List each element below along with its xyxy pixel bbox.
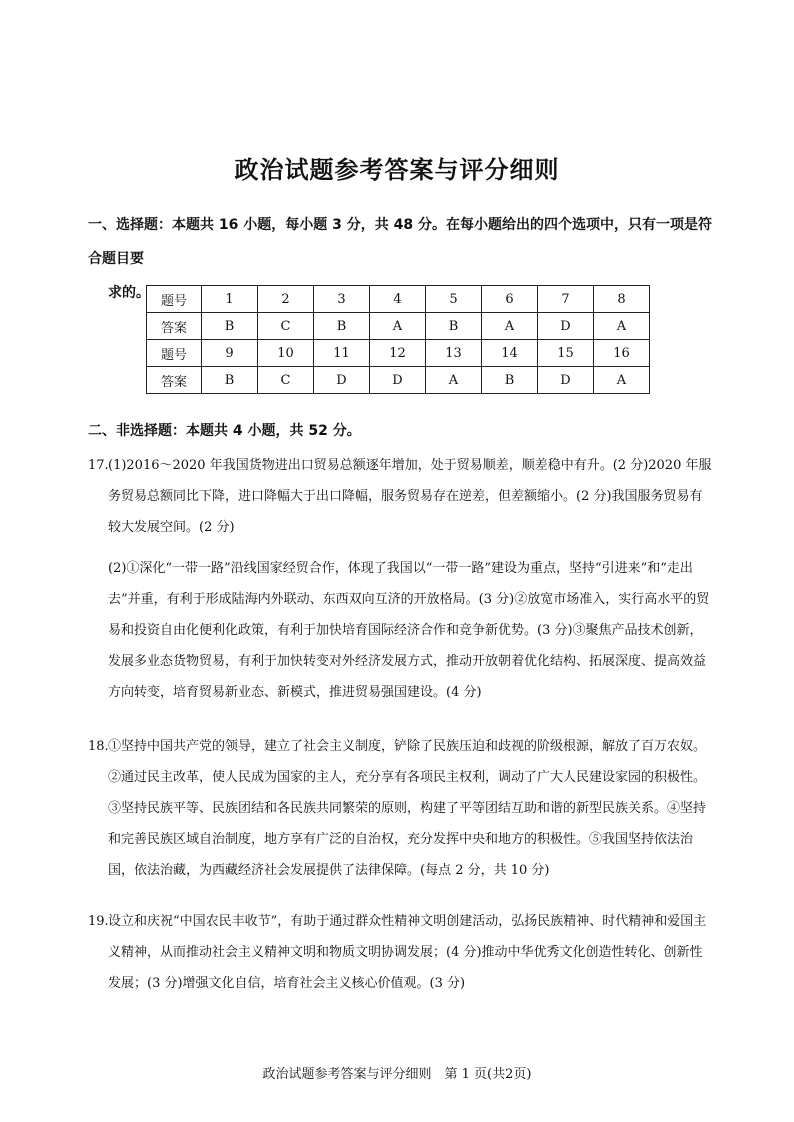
table-cell: 10	[258, 340, 314, 367]
table-cell: B	[202, 313, 258, 340]
question-19-text: 设立和庆祝“中国农民丰收节”，有助于通过群众性精神文明创建活动，弘扬民族精神、时代精神和爱国主义精神，从而推动社会主义精神文明和物质文明协调发展；(4 分)推动中华优秀文化创造性转化、创新性发展；(3 分)增强文化自信，培育社会主义核心价值观。(3 分)	[108, 914, 707, 991]
question-17-number: 17.	[88, 458, 109, 473]
table-cell: 1	[202, 286, 258, 313]
table-cell: 7	[538, 286, 594, 313]
table-cell: D	[370, 367, 426, 394]
section2-heading: 二、非选择题：本题共 4 小题，共 52 分。	[88, 423, 361, 439]
table-cell: A	[482, 313, 538, 340]
question-18-text: ①坚持中国共产党的领导，建立了社会主义制度，铲除了民族压迫和歧视的阶级根源，解放了百万农奴。②通过民主改革，使人民成为国家的主人，充分享有各项民主权利，调动了广大人民建设家园的积极性。③坚持民族平等、民族团结和各民族共同繁荣的原则，构建了平等团结互助和谐的新型民族关系。④坚持和完善民族区域自治制度，地方享有广泛的自治权，充分发挥中央和地方的积极性。⑤我国坚持依法治国，依法治藏，为西藏经济社会发展提供了法律保障。(每点 2 分，共 10 分)	[108, 739, 707, 878]
table-cell: A	[594, 313, 650, 340]
table-cell: D	[538, 367, 594, 394]
table-cell: 3	[314, 286, 370, 313]
table-cell: A	[426, 367, 482, 394]
table-cell: 11	[314, 340, 370, 367]
table-cell: 5	[426, 286, 482, 313]
table-cell: 15	[538, 340, 594, 367]
table-row	[147, 340, 650, 367]
question-18-number: 18.	[88, 739, 109, 754]
table-row-label: 题号	[147, 340, 202, 367]
question-17-part1: (1)2016～2020 年我国货物进出口贸易总额逐年增加，处于贸易顺差，顺差稳中有升。(2 分)2020 年服务贸易总额同比下降，进口降幅大于出口降幅，服务贸易存在逆差，但差额缩小。(2 分)我国服务贸易有较大发展空间。(2 分)	[108, 458, 712, 535]
table-cell: A	[594, 367, 650, 394]
table-cell: B	[482, 367, 538, 394]
section1-heading-text: 一、选择题：本题共 16 小题，每小题 3 分，共 48 分。在每小题给出的四个选项中，只有一项是符合题目要	[88, 217, 712, 267]
question-17-part2: (2)①深化“一带一路”沿线国家经贸合作，体现了我国以“一带一路”建设为重点，坚持“引进来”和“走出去”并重，有利于形成陆海内外联动、东西双向互济的开放格局。(3 分)②放宽市场准入，实行高水平的贸易和投资自由化便利化政策，有利于加快培育国际经济合作和竞争新优势。(3 分)③聚焦产品技术创新，发展多业态货物贸易，有利于加快转变对外经济发展方式，推动开放朝着优化结构、拓展深度、提高效益方向转变，培育贸易新业态、新模式，推进贸易强国建设。(4 分)	[108, 561, 710, 700]
table-cell: C	[258, 367, 314, 394]
table-cell: 2	[258, 286, 314, 313]
section1-heading-cont: 求的。	[108, 285, 150, 301]
table-cell: C	[258, 313, 314, 340]
table-cell: B	[314, 313, 370, 340]
table-row-label: 答案	[147, 367, 202, 394]
table-cell: B	[426, 313, 482, 340]
table-cell: 9	[202, 340, 258, 367]
table-row-label: 题号	[147, 286, 202, 313]
table-cell: A	[370, 313, 426, 340]
question-17-part2-block	[88, 553, 714, 708]
table-cell: 14	[482, 340, 538, 367]
table-row	[147, 286, 650, 313]
table-cell: 8	[594, 286, 650, 313]
question-18	[88, 731, 714, 886]
table-cell: 4	[370, 286, 426, 313]
page-title: 政治试题参考答案与评分细则	[234, 156, 560, 184]
page-footer: 政治试题参考答案与评分细则 第 1 页(共2页)	[262, 1067, 532, 1082]
table-cell: B	[202, 367, 258, 394]
question-17	[88, 450, 714, 543]
question-19-number: 19.	[88, 914, 109, 929]
table-cell: 12	[370, 340, 426, 367]
table-row	[147, 313, 650, 340]
answer-table	[146, 285, 650, 394]
table-cell: 13	[426, 340, 482, 367]
table-row	[147, 367, 650, 394]
table-cell: 6	[482, 286, 538, 313]
table-cell: 16	[594, 340, 650, 367]
table-row-label: 答案	[147, 313, 202, 340]
question-19	[88, 906, 714, 999]
table-cell: D	[538, 313, 594, 340]
table-cell: D	[314, 367, 370, 394]
